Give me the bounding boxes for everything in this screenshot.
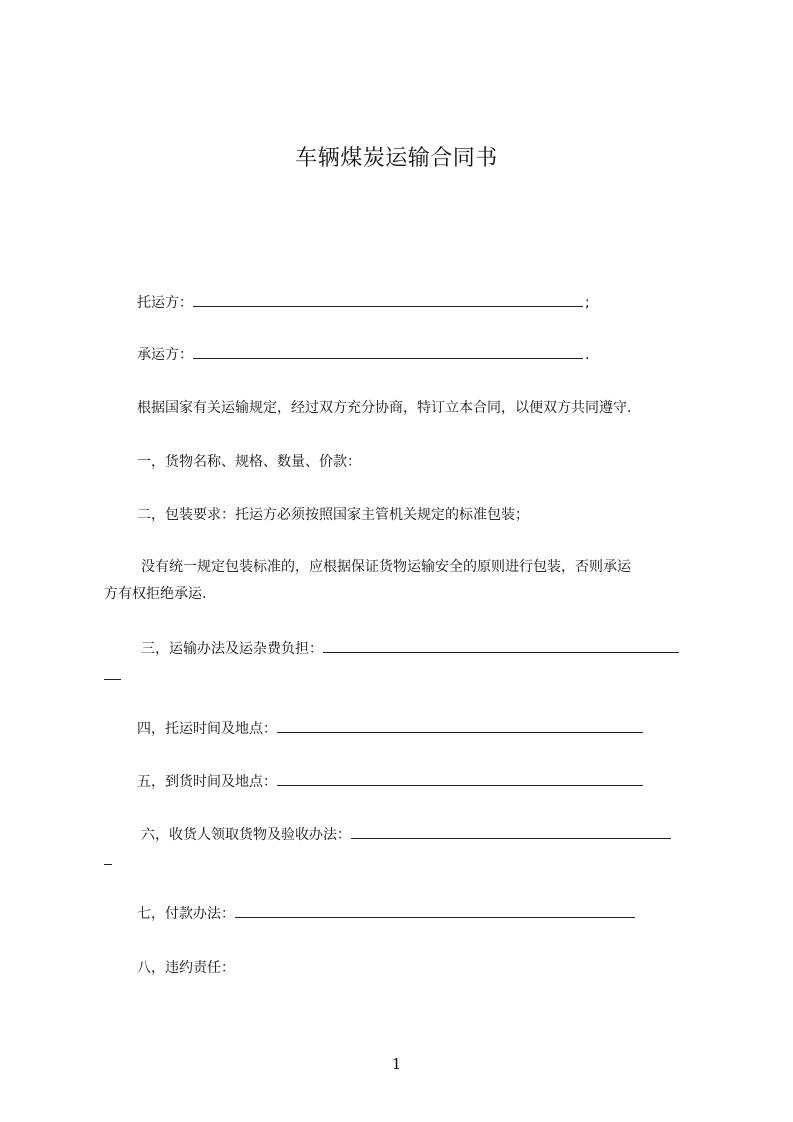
clause-8: 八，违约责任：: [137, 960, 235, 976]
shipper-label: 托运方：: [137, 295, 193, 311]
clause-3-line: [141, 638, 679, 659]
clause-3-blank-wrap: [104, 679, 121, 680]
clause-7-blank: [235, 903, 635, 918]
clause-1: 一，货物名称、规格、数量、价款：: [137, 454, 361, 470]
carrier-label: 承运方：: [137, 347, 193, 363]
carrier-blank: [193, 344, 583, 359]
clause-3-label: 三，运输办法及运杂费负担：: [141, 641, 323, 657]
clause-4-label: 四，托运时间及地点：: [137, 721, 277, 737]
clause-2: 二，包装要求：托运方必须按照国家主管机关规定的标准包装；: [137, 507, 529, 523]
carrier-end-mark: .: [585, 347, 590, 363]
clause-2-continuation-line-1: 没有统一规定包装标准的，应根据保证货物运输安全的原则进行包装，否则承运: [141, 559, 631, 575]
shipper-end-mark: ;: [585, 295, 590, 311]
clause-6-label: 六，收货人领取货物及验收办法：: [141, 827, 351, 843]
shipper-blank: [193, 292, 583, 307]
clause-6-blank: [351, 824, 671, 839]
carrier-line: [137, 344, 589, 365]
clause-5-line: [137, 771, 643, 792]
clause-6-blank-wrap: [104, 864, 112, 865]
intro-paragraph: 根据国家有关运输规定，经过双方充分协商，特订立本合同，以便双方共同遵守.: [137, 400, 632, 416]
clause-3-blank: [323, 638, 679, 653]
clause-5-blank: [277, 771, 643, 786]
clause-7-line: [137, 903, 635, 924]
page-number: 1: [391, 1055, 402, 1073]
clause-7-label: 七，付款办法：: [137, 906, 235, 922]
clause-2-continuation-line-2: 方有权拒绝承运.: [104, 586, 207, 602]
clause-4-blank: [277, 718, 643, 733]
document-title: 车辆煤炭运输合同书: [295, 146, 498, 171]
shipper-line: [137, 292, 590, 313]
clause-6-line: [141, 824, 671, 845]
clause-4-line: [137, 718, 643, 739]
clause-5-label: 五，到货时间及地点：: [137, 774, 277, 790]
